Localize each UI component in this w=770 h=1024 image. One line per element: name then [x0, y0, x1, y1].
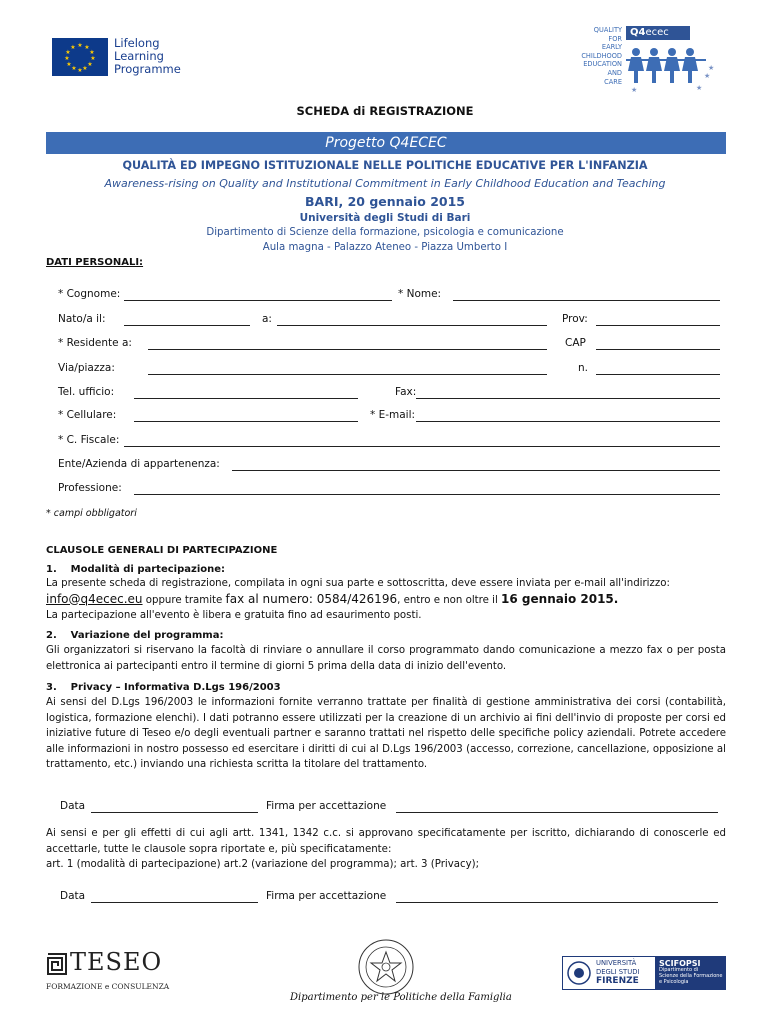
email-label: * E-mail: [370, 409, 416, 421]
ente-label: Ente/Azienda di appartenenza: [58, 458, 220, 470]
deadline: 16 gennaio 2015. [501, 591, 619, 606]
via-field[interactable] [148, 374, 547, 375]
scifopsi-title: SCIFOPSI [659, 959, 701, 968]
civic-number-field[interactable] [596, 374, 720, 375]
clause-1-line3: La partecipazione all'evento è libera e gratuita fino ad esaurimento posti. [46, 610, 422, 621]
residente-field[interactable] [148, 349, 547, 350]
q4-tagline-line: AND [607, 68, 622, 77]
llp-logo-line: Lifelong [114, 36, 160, 50]
cap-field[interactable] [596, 349, 720, 350]
sign2-date-field[interactable] [91, 902, 258, 903]
professione-field[interactable] [134, 494, 720, 495]
ente-field[interactable] [232, 470, 720, 471]
scifopsi-sub: Scienze della Formazione [659, 972, 723, 979]
svg-text:★: ★ [65, 49, 71, 56]
fax-label: Fax: [395, 386, 417, 398]
clause-1-or: oppure tramite [142, 594, 226, 606]
approval-paragraph: Ai sensi e per gli effetti di cui agli artt. 1341, 1342 c.c. si approvano specificatamente per iscritto, dichiarando di conoscerle ed accettarle, tutte le clausole sopra riportate e, più specificatamente: [46, 828, 726, 855]
teseo-name: TESEO [70, 948, 163, 976]
approval-list: art. 1 (modalità di partecipazione) art.2 (variazione del programma); art. 3 (Privacy); [46, 859, 480, 870]
svg-text:★: ★ [66, 61, 72, 68]
cf-field[interactable] [124, 446, 720, 447]
q4-tagline-line: QUALITY [593, 26, 622, 34]
cellulare-label: * Cellulare: [58, 409, 117, 421]
prov-label: Prov: [562, 313, 588, 325]
fax-field[interactable] [416, 398, 720, 399]
unifi-line: FIRENZE [596, 976, 639, 986]
clauses-heading: CLAUSOLE GENERALI DI PARTECIPAZIONE [46, 545, 278, 556]
scifopsi-sub: Dipartimento di [659, 967, 699, 973]
svg-text:★: ★ [704, 72, 711, 80]
nome-field[interactable] [453, 300, 720, 301]
via-label: Via/piazza: [58, 362, 115, 374]
teseo-subtitle: FORMAZIONE e CONSULENZA [46, 982, 170, 991]
approval-text [46, 826, 726, 873]
scifopsi-block [655, 957, 726, 989]
clause-3-title: 3. Privacy – Informativa D.Lgs 196/2003 [46, 682, 281, 693]
llp-logo-line: Learning [114, 49, 164, 63]
tel-field[interactable] [134, 398, 358, 399]
venue: Aula magna - Palazzo Ateneo - Piazza Umberto I [262, 242, 508, 253]
unifi-line: UNIVERSITÀ [596, 959, 637, 967]
clause-3-text: Ai sensi del D.Lgs 196/2003 le informazioni fornite verranno trattate per finalità di gestione amministrativa dei corsi (contabilità, logistica, formazione elenchi). I dati potranno essere utilizzati per la creazione di un archivio ai fini dell'invio di proposte per corsi ed iniziative future di Teseo e/o degli eventuali partner e saranno trattati nel rispetto delle specifiche policy aziendali. Potrete accedere alle informazioni in nostro possesso ed esercitare i diritti di cui al D.Lgs 196/2003 (accesso, correzione, cancellazione, opposizione al trattamento, etc.) inviando una richiesta scritta la titolare del trattamento. [46, 697, 726, 770]
birth-place-field[interactable] [277, 325, 547, 326]
residente-label: * Residente a: [58, 337, 132, 349]
sign1-firma-label: Firma per accettazione [266, 800, 387, 812]
clause-1-title: 1. Modalità di partecipazione: [46, 564, 226, 575]
unifi-line: DEGLI STUDI [596, 968, 640, 976]
fax-number: fax al numero: 0584/426196 [225, 591, 398, 606]
birth-place-label: a: [262, 313, 272, 325]
clause-1-line1: La presente scheda di registrazione, compilata in ogni sua parte e sottoscritta, deve essere inviata per e-mail all'indirizzo: [46, 578, 670, 589]
cognome-field[interactable] [124, 300, 392, 301]
q4-tagline-line: EDUCATION [583, 60, 622, 69]
email-field[interactable] [416, 421, 720, 422]
eu-flag-icon [52, 38, 108, 76]
headline: QUALITÀ ED IMPEGNO ISTITUZIONALE NELLE POLITICHE EDUCATIVE PER L'INFANZIA [122, 159, 648, 172]
q4ecec-logo [560, 26, 720, 96]
birth-date-field[interactable] [124, 325, 250, 326]
email-link[interactable]: info@q4ecec.eu [46, 591, 143, 606]
q4-brand-badge [626, 26, 690, 40]
svg-text:★: ★ [89, 49, 95, 56]
teseo-meander-icon [46, 952, 68, 976]
q4-brand: Q4 [630, 27, 646, 38]
date-place: BARI, 20 gennaio 2015 [305, 194, 465, 209]
svg-text:★: ★ [708, 64, 715, 72]
sign2-firma-label: Firma per accettazione [266, 890, 387, 902]
svg-text:★: ★ [631, 86, 638, 94]
republic-emblem-icon [344, 938, 428, 996]
svg-text:★: ★ [84, 44, 90, 51]
cognome-label: * Cognome: [58, 288, 121, 300]
required-note: * campi obbligatori [46, 508, 137, 519]
cap-label: CAP [565, 337, 586, 349]
project-banner [46, 132, 726, 154]
sign1-date-field[interactable] [91, 812, 258, 813]
q4-brand-suffix: ecec [645, 27, 669, 38]
subheadline: Awareness-rising on Quality and Institutional Commitment in Early Childhood Education and Teaching [104, 177, 666, 190]
department: Dipartimento di Scienze della formazione, psicologia e comunicazione [206, 227, 564, 238]
svg-text:★: ★ [90, 55, 96, 62]
scifopsi-sub: e Psicologia [659, 978, 689, 985]
prov-field[interactable] [596, 325, 720, 326]
svg-text:★: ★ [77, 67, 83, 74]
lifelong-learning-logo [52, 38, 192, 80]
form-title: SCHEDA di REGISTRAZIONE [296, 104, 474, 118]
svg-text:★: ★ [70, 44, 76, 51]
sign2-date-label: Data [60, 890, 86, 902]
sign1-date-label: Data [60, 800, 86, 812]
q4-tagline-line: CHILDHOOD [581, 51, 622, 60]
nome-label: * Nome: [398, 288, 442, 300]
cellulare-field[interactable] [134, 421, 358, 422]
clause-1-text [46, 576, 726, 624]
sign1-signature-field[interactable] [396, 812, 718, 813]
sign2-signature-field[interactable] [396, 902, 718, 903]
svg-text:★: ★ [82, 65, 88, 72]
clause-1-entro: , entro e non oltre il [397, 594, 502, 606]
professione-label: Professione: [58, 482, 122, 494]
clause-1-line2 [46, 592, 726, 609]
children-silhouette-icon [626, 42, 716, 96]
project-banner-text: Progetto Q4ECEC [325, 135, 447, 151]
svg-text:★: ★ [87, 61, 93, 68]
svg-text:★: ★ [71, 65, 77, 72]
q4-tagline-line: EARLY [601, 43, 622, 52]
nato-label: Nato/a il: [58, 313, 106, 325]
cf-label: * C. Fiscale: [58, 434, 120, 446]
dept-family-caption: Dipartimento per le Politiche della Famiglia [290, 992, 512, 1003]
unifi-seal-icon [566, 960, 592, 986]
personal-section-heading: DATI PERSONALI: [46, 257, 144, 268]
tel-label: Tel. ufficio: [58, 386, 115, 398]
svg-text:★: ★ [696, 84, 703, 92]
svg-text:★: ★ [64, 55, 70, 62]
unifi-logo [562, 956, 726, 990]
civic-number-label: n. [578, 362, 588, 374]
teseo-logo [46, 950, 186, 994]
llp-logo-line: Programme [114, 62, 181, 76]
svg-text:★: ★ [77, 42, 83, 49]
university: Università degli Studi di Bari [299, 212, 471, 224]
clause-2-title: 2. Variazione del programma: [46, 630, 224, 641]
q4-tagline-line: FOR [608, 34, 622, 43]
clause-2-text: Gli organizzatori si riservano la facoltà di rinviare o annullare il corso programmato dando comunicazione a mezzo fax o per posta elettronica ai partecipanti entro il termine di giorni 5 prima della data di inizio dell'evento. [46, 645, 726, 672]
q4-tagline-line: CARE [604, 77, 622, 86]
